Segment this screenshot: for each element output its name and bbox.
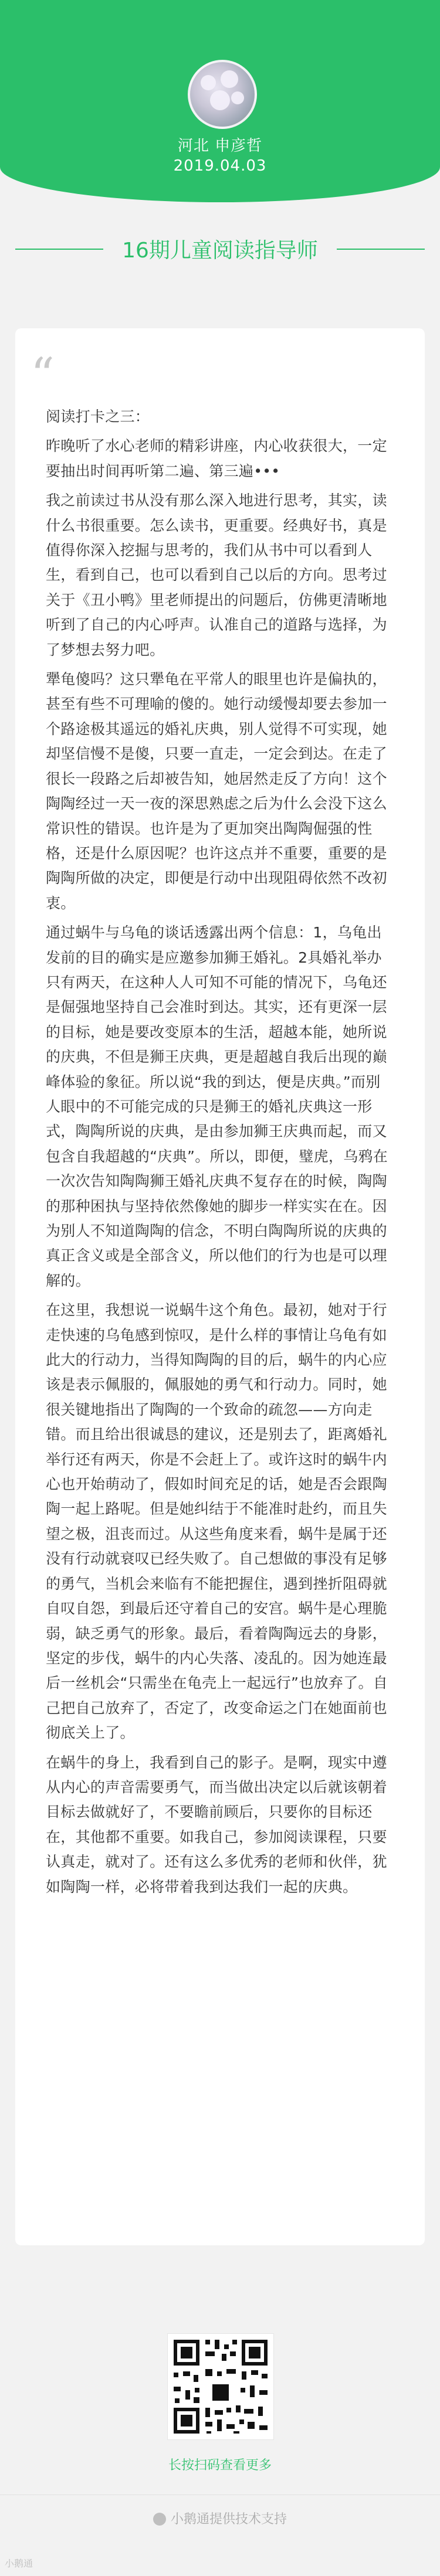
article-paragraph: 犟龟傻吗？这只犟龟在平常人的眼里也许是偏执的，甚至有些不可理喻的傻的。她行动缓慢却要去参加一个路途极其遥远的婚礼庆典，别人觉得不可实现，她却坚信慢不是傻，只要一直走，一定会到达。在走了很长一段路之后却被告知，她居然走反了方向！这个陶陶经过一天一夜的深思熟虑之后为什么会没下这么常识性的错误。也许是为了更加突出陶陶倔强的性格，还是什么原因呢？也许这点并不重要，重要的是陶陶所做的决定，即便是行动中出现阻碍依然不改初衷。 — [46, 671, 387, 912]
article-paragraph: 通过蜗牛与乌龟的谈话透露出两个信息：1，乌龟出发前的目的确实是应邀参加狮王婚礼。2具婚礼举办只有两天，在这种人人可知不可能的情况下，乌龟还是倔强地坚持自己会准时到达。其实，还有更深一层的目标，她是要改变原本的生活，超越本能，她所说的庆典，不但是狮王庆典，更是超越自我后出现的巅峰体验的象征。所以说“我的到达，便是庆典。”而别人眼中的不可能完成的只是狮王的婚礼庆典这一形式，陶陶所说的庆典，是由参加狮王庆典而起，而又包含自我超越的“庆典”。所以，即便，璧虎，乌鸦在一次次告知陶陶狮王婚礼庆典不复存在的时候，陶陶的那种困执与坚持依然像她的脚步一样实实在在。因为别人不知道陶陶的信念，不明白陶陶所说的庆典的真正含义或是全部含义，所以他们的行为也是可以理解的。 — [46, 924, 388, 1289]
author-name: 河北 申彦哲 — [177, 137, 263, 155]
article-paragraph: 我之前读过书从没有那么深入地进行思考，其实，读什么书很重要。怎么读书，更重要。经典好书，真是值得你深入挖掘与思考的，我们从书中可以看到人生，看到自己，也可以看到自己以后的方向。思考过关于《丑小鸭》里老师提出的问题后，仿佛更清晰地听到了自己的内心呼声。认准自己的道路与选择，为了梦想去努力吧。 — [46, 492, 387, 658]
qr-code[interactable] — [167, 2333, 274, 2440]
powered-by — [0, 2509, 440, 2527]
article-paragraph: 昨晚听了水心老师的精彩讲座，内心收获很大，一定要抽出时间再听第二遍、第三遍••• — [46, 437, 387, 480]
avatar[interactable] — [188, 60, 257, 129]
watermark: 小鹅通 — [5, 2558, 33, 2569]
title-row — [0, 232, 440, 267]
brand-logo-icon — [153, 2513, 166, 2526]
article-body — [46, 405, 394, 1904]
powered-by-text: 小鹅通提供技术支持 — [170, 2512, 287, 2527]
avatar-blossom — [221, 70, 238, 88]
page-title: 16期儿童阅读指导师 — [122, 239, 318, 263]
article-paragraph: 在这里，我想说一说蜗牛这个角色。最初，她对于行走快速的乌龟感到惊叹，是什么样的事情让乌龟有如此大的行动力，当得知陶陶的目的后，蜗牛的内心应该是表示佩服的，佩服她的勇气和行动力。同时，她很关键地指出了陶陶的一个致命的疏忽——方向走错。而且给出很诚恳的建议，还是别去了，距离婚礼举行还有两天，你是不会赶上了。或许这时的蜗牛内心也开始萌动了，假如时间充足的话，她是否会跟陶陶一起上路呢。但是她纠结于不能准时赴约，而且失望之极，沮丧而过。从这些角度来看，蜗牛是属于还没有行动就衰叹已经失败了。自己想做的事没有足够的勇气，当机会来临有不能把握住，遇到挫折阻碍就自叹自怨，到最后还守着自己的安宫。蜗牛是心理脆弱，缺乏勇气的形象。最后，看着陶陶远去的身影，坚定的步伐，蜗牛的内心失落、凌乱的。因为她连最后一丝机会“只需坐在龟壳上一起远行”也放弃了。自己把自己放弃了，否定了，改变命运之门在她面前也彻底关上了。 — [46, 1301, 388, 1742]
article-paragraph: 在蜗牛的身上，我看到自己的影子。是啊，现实中遵从内心的声音需要勇气，而当做出决定以后就该朝着目标去做就好了，不要瞻前顾后，只要你的目标还在，其他都不重要。如我自己，参加阅读课程，只要认真走，就对了。还有这么多优秀的老师和伙伴，犹如陶陶一样，必将带着我到达我们一起的庆典。 — [46, 1753, 387, 1895]
quote-mark-icon: “ — [31, 348, 55, 402]
avatar-blossom — [231, 91, 244, 104]
qr-code-icon — [168, 2334, 273, 2439]
article-paragraph: 阅读打卡之三： — [46, 408, 150, 425]
avatar-blossom — [210, 90, 230, 110]
qr-label[interactable]: 长按扫码查看更多 — [168, 2458, 272, 2473]
avatar-blossom — [201, 75, 216, 90]
post-date: 2019.04.03 — [173, 157, 267, 175]
